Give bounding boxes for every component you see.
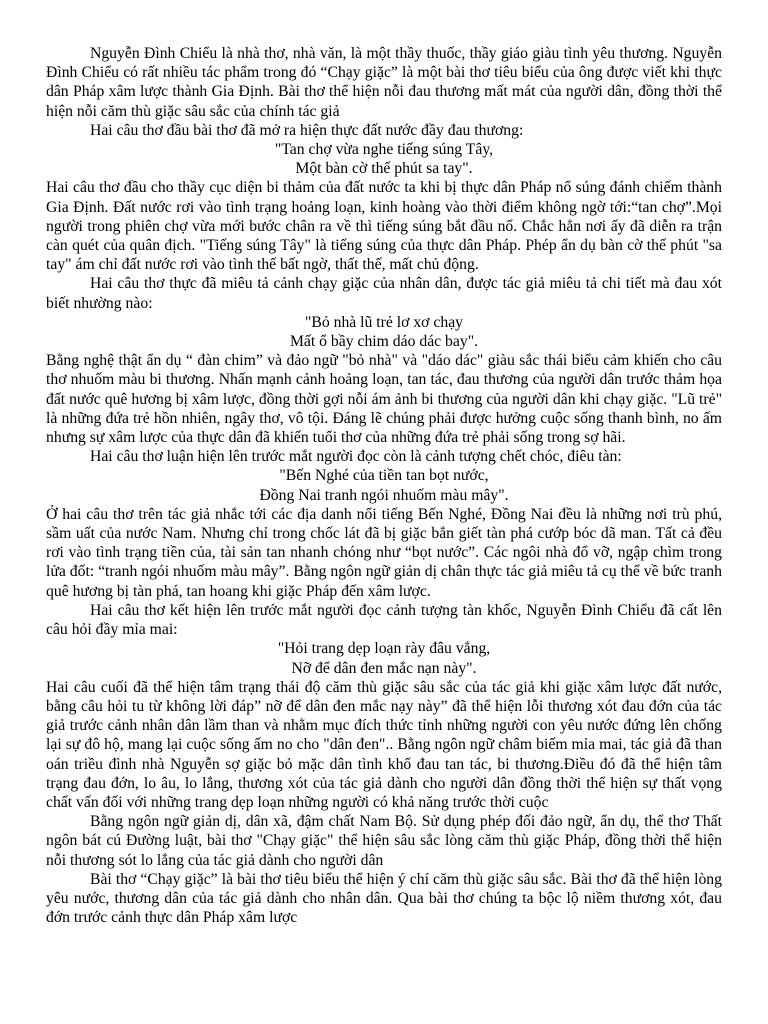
- analysis-paragraph: Hai câu thơ đầu cho thầy cục diện bi thảm của đất nước ta khi bị thực dân Pháp nổ súng đánh chiếm thành Gia Định. Đất nước rơi vào tình trạng hoảng loạn, kinh hoàng vào thời điểm không ngờ tới:“tan chợ”.Mọi người trong phiên chợ vừa mới bước chân ra về thì tiếng súng bắt đầu nổ. Chắc hẳn nơi ấy đã diễn ra trận càn quét của quân địch. "Tiếng súng Tây" là tiếng súng của thực dân Pháp. Phép ẩn dụ bàn cờ thế phút "sa tay" ám chỉ đất nước rơi vào tình thế bất ngờ, thất thế, mất chủ động.: [46, 179, 722, 274]
- analysis-paragraph: Hai câu cuối đã thể hiện tâm trạng thái độ căm thù giặc sâu sắc của tác giả khi giặc xâm lược đất nước, bằng câu hỏi tu từ không lời đáp” nỡ để dân đen mắc nạy này” đã thể hiện lỗi thương xót đau đớn của tác giả trước cảnh nhân dân lầm than và nhằm mục đích thức tỉnh những người con yêu nước đứng lên chống lại sự đô hộ, mang lại cuộc sống ấm no cho "dân đen".. Bằng ngôn ngữ châm biếm mỉa mai, tác giả đã than oán triều đình nhà Nguyễn sợ giặc bỏ mặc dân tình khổ đau tan tác, bi thương.Điều đó đã thể hiện tâm trạng đau đớn, lo âu, lo lắng, thương xót của tác giả dành cho người dân đồng thời thể hiện sự thất vọng chất vấn đối với những trang dẹp loạn những người có khả năng trước thời cuộc: [46, 678, 722, 811]
- verse-line: "Hỏi trang dẹp loạn rày đâu vắng,: [277, 640, 491, 658]
- summary-paragraph: Bằng ngôn ngữ giản dị, dân xã, đậm chất Nam Bộ. Sử dụng phép đối đảo ngữ, ẩn dụ, thể thơ Thất ngôn bát cú Đường luật, bài thơ "Chạy giặc" thể hiện sâu sắc lòng căm thù giặc Pháp, đồng thời thể hiện nỗi thương sót lo lắng của tác giả dành cho người dân: [46, 813, 722, 869]
- conclusion-paragraph: Bài thơ “Chạy giặc” là bài thơ tiêu biểu thể hiện ý chí căm thù giặc sâu sắc. Bài thơ đã thể hiện lòng yêu nước, thương dân của tác giả dành cho nhân dân. Qua bài thơ chúng ta bộc lộ niềm thương xót, đau đớn trước cảnh thực dân Pháp xâm lược: [46, 870, 722, 927]
- analysis-paragraph: Ở hai câu thơ trên tác giả nhắc tới các địa danh nổi tiếng Bến Nghé, Đồng Nai đều là những nơi trù phú, sầm uất của nước Nam. Nhưng chỉ trong chốc lát đã bị giặc bắn giết tàn phá cướp bóc dã man. Tất cả đều rơi vào tình trạng tiền của, tài sản tan nhanh chóng như “bọt nước”. Các ngôi nhà đổ vỡ, ngập chìm trong lửa đốt: “tranh ngói nhuốm màu mây”. Bằng ngôn ngữ giản dị chân thực tác giả miêu tả cụ thể về bức tranh quê hương bị tàn phá, tan hoang khi giặc Pháp đến xâm lược.: [46, 505, 722, 600]
- lead-in-paragraph: Hai câu thơ kết hiện lên trước mắt người đọc cảnh tượng tàn khốc, Nguyễn Đình Chiểu đã cất lên câu hỏi đầy mỉa mai:: [46, 601, 722, 639]
- verse-line: Mất ổ bầy chim dáo dác bay".: [289, 333, 479, 351]
- verse-line: "Bỏ nhà lũ trẻ lơ xơ chạy: [304, 313, 464, 331]
- verse-line: Đồng Nai tranh ngói nhuốm màu mây".: [259, 486, 509, 504]
- verse-line: "Bến Nghé của tiền tan bọt nước,: [279, 467, 489, 485]
- analysis-paragraph: Bằng nghệ thật ẩn dụ “ đàn chim” và đảo ngữ "bỏ nhà" và "dáo dác" giàu sắc thái biểu cảm khiến cho câu thơ nhuốm màu bi thương. Nhấn mạnh cảnh hoảng loạn, tan tác, đau thương của người dân trước thảm họa đất nước quê hương bị xâm lược, đồng thời gợi nỗi ám ảnh bi thương của người dân khi chạy giặc. "Lũ trẻ" là những đứa trẻ hồn nhiên, ngây thơ, vô tội. Đáng lẽ chúng phải được hưởng cuộc sống thanh bình, no ấm nhưng sự xâm lược của thực dân đã khiến tuổi thơ của những đứa trẻ phải sống trong sợ hãi.: [46, 352, 722, 447]
- verse-line: Một bàn cờ thế phút sa tay".: [295, 160, 473, 178]
- verse-line: "Tan chợ vừa nghe tiếng súng Tây,: [274, 141, 494, 159]
- lead-in-paragraph: Hai câu thơ đầu bài thơ đã mở ra hiện thực đất nước đầy đau thương:: [90, 121, 524, 139]
- verse-line: Nỡ để dân đen mắc nạn này".: [291, 659, 477, 677]
- lead-in-paragraph: Hai câu thơ thực đã miêu tả cảnh chạy giặc của nhân dân, được tác giả miêu tả chi tiết mà đau xót biết nhường nào:: [46, 275, 722, 312]
- intro-paragraph: Nguyễn Đình Chiểu là nhà thơ, nhà văn, là một thầy thuốc, thầy giáo giàu tình yêu thương. Nguyễn Đình Chiểu có rất nhiều tác phẩm trong đó “Chạy giặc” là một bài thơ tiêu biểu của ông được viết khi thực dân Pháp xâm lược thành Gia Định. Bài thơ thể hiện nỗi đau thương mất mát của người dân, đồng thời thể hiện nỗi căm thù giặc sâu sắc của chính tác giả: [46, 45, 722, 120]
- lead-in-paragraph: Hai câu thơ luận hiện lên trước mắt người đọc còn là cảnh tượng chết chóc, điêu tàn:: [90, 448, 622, 466]
